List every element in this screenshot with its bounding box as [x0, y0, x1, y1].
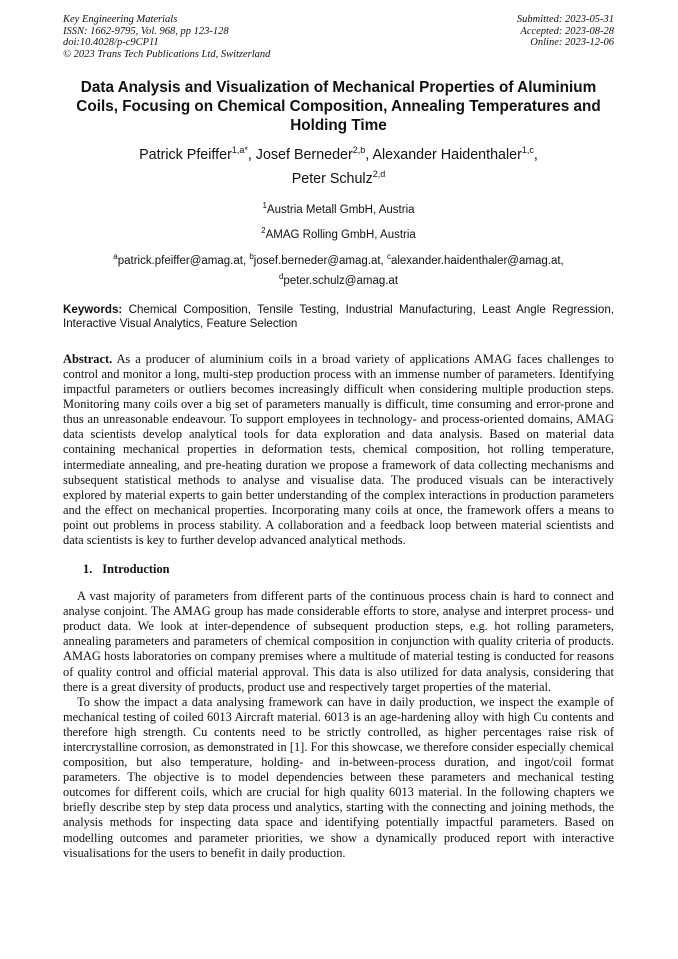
doi: doi:10.4028/p-c9CP1I	[63, 37, 158, 48]
paper-title: Data Analysis and Visualization of Mechanical Properties of Aluminium Coils, Focusing on Chemical Composition, Annealing Temperatures and Holding Time	[76, 79, 601, 134]
accepted-date: Accepted: 2023-08-28	[520, 25, 614, 37]
keywords-label: Keywords:	[63, 302, 123, 316]
section-heading	[83, 562, 614, 577]
affiliation: $^1$Austria Metall GmbH, Austria	[262, 200, 415, 216]
keywords-text: Chemical Composition, Tensile Testing, Industrial Manufacturing, Least Angle Regression, Interactive Visual Analytics, Feature Selection	[63, 302, 614, 331]
author-list	[63, 141, 614, 189]
email[interactable]: $^c$alexander.haidenthaler@amag.at,	[386, 252, 564, 268]
body-paragraph: A vast majority of parameters from different parts of the continuous process chain is hard to connect and analyse conjoint. The AMAG group has made considerable efforts to store, analyse and interpret process- und product data. We look at inter-dependence of subsequent production steps, e.g. hot rolling parameters, annealing parameters and parameters of chemical composition in conjunction with quality criteria of products. AMAG hosts laboratories on company premises where a multitude of material testing is conducted for reasons of quality control and official material approval. This data is also utilized for data analysis, considering that there is a great diversity of products, product use and respectively target properties of the material.	[63, 589, 614, 694]
affiliation: $^2$AMAG Rolling GmbH, Austria	[261, 226, 416, 242]
email[interactable]: $^b$josef.berneder@amag.at,	[249, 252, 387, 268]
submitted-date: Submitted: 2023-05-31	[516, 14, 614, 25]
body-paragraph: To show the impact a data analysing framework can have in daily production, we inspect the example of mechanical testing of coiled 6013 Aircraft material. 6013 is an age-hardening alloy with high Cu contents and therefore high strength. Cu contents need to be strictly controlled, as higher percentages raise risk of intercrystalline corrosion, as demonstrated in [1]. For this showcase, we therefore consider especially chemical composition, but also temperature, holding- and in-between-process duration, and ingot/coil format parameters. The objective is to model dependencies between these parameters and mechanical testing outcomes for different coils, which are crucial for high quality 6013 material. In the following chapters we briefly describe step by step data process und analytics, starting with the connecting and joining methods, the analysis methods for inspecting data space and identifying potentially impactful parameters. Based on modelling outcomes and parameter priorities, we show a dynamically produced report with interactive visualisations for the users to benefit in daily production.	[63, 694, 614, 860]
author-emails	[63, 249, 614, 289]
online-date: Online: 2023-12-06	[530, 37, 614, 48]
email[interactable]: $^a$patrick.pfeiffer@amag.at,	[113, 252, 250, 268]
abstract-label: Abstract.	[63, 351, 113, 366]
section-title: Introduction	[102, 562, 170, 577]
paper-page	[63, 14, 614, 861]
journal-info	[63, 14, 270, 60]
copyright: © 2023 Trans Tech Publications Ltd, Switzerland	[63, 48, 271, 60]
author: Alexander Haidenthaler$^{1,c}$,	[372, 145, 538, 163]
author: Peter Schulz$^{2,d}$	[291, 168, 386, 187]
email[interactable]: $^d$peter.schulz@amag.at	[278, 272, 399, 287]
issn: ISSN: 1662-9795, Vol. 968, pp 123-128	[63, 25, 229, 37]
publication-dates	[517, 14, 614, 60]
section-number: 1.	[83, 562, 93, 577]
keywords	[63, 303, 614, 332]
abstract	[63, 352, 614, 548]
abstract-text: As a producer of aluminium coils in a broad variety of applications AMAG faces challenges to control and monitor a long, multi-step production process with an immense number of parameters. Identifying impactful parameters or outliers becomes increasingly difficult when considering multiple production steps. Monitoring many coils over a big set of parameters manually is difficult, time consuming and error-prone and thus an unreasonable endeavour. To support employees in technology- and process-oriented domains, AMAG data scientists develop analytical tools for data exploration and data analysis. Based on material data containing mechanical properties in deformation tests, chemical composition, hot rolling temperature, intermediate annealing, and pre-heating duration we propose a framework of data collecting mechanisms and subsequent statistical methods to analyse and visualise data. The produced visuals can be interactively explored by material experts to gain better understanding of the complex interactions in production parameters and the effect on mechanical properties. Incorporating many coils at once, the framework offers a means to point out problems in process stability. A collaboration and a feedback loop between material scientists and data scientists is key to further develop advanced analytical methods.	[63, 351, 614, 547]
author: Josef Berneder$^{2,b}$,	[255, 145, 373, 163]
journal-header	[63, 14, 614, 60]
journal-name: Key Engineering Materials	[63, 14, 178, 25]
author: Patrick Pfeiffer$^{1,a*}$,	[139, 145, 256, 163]
